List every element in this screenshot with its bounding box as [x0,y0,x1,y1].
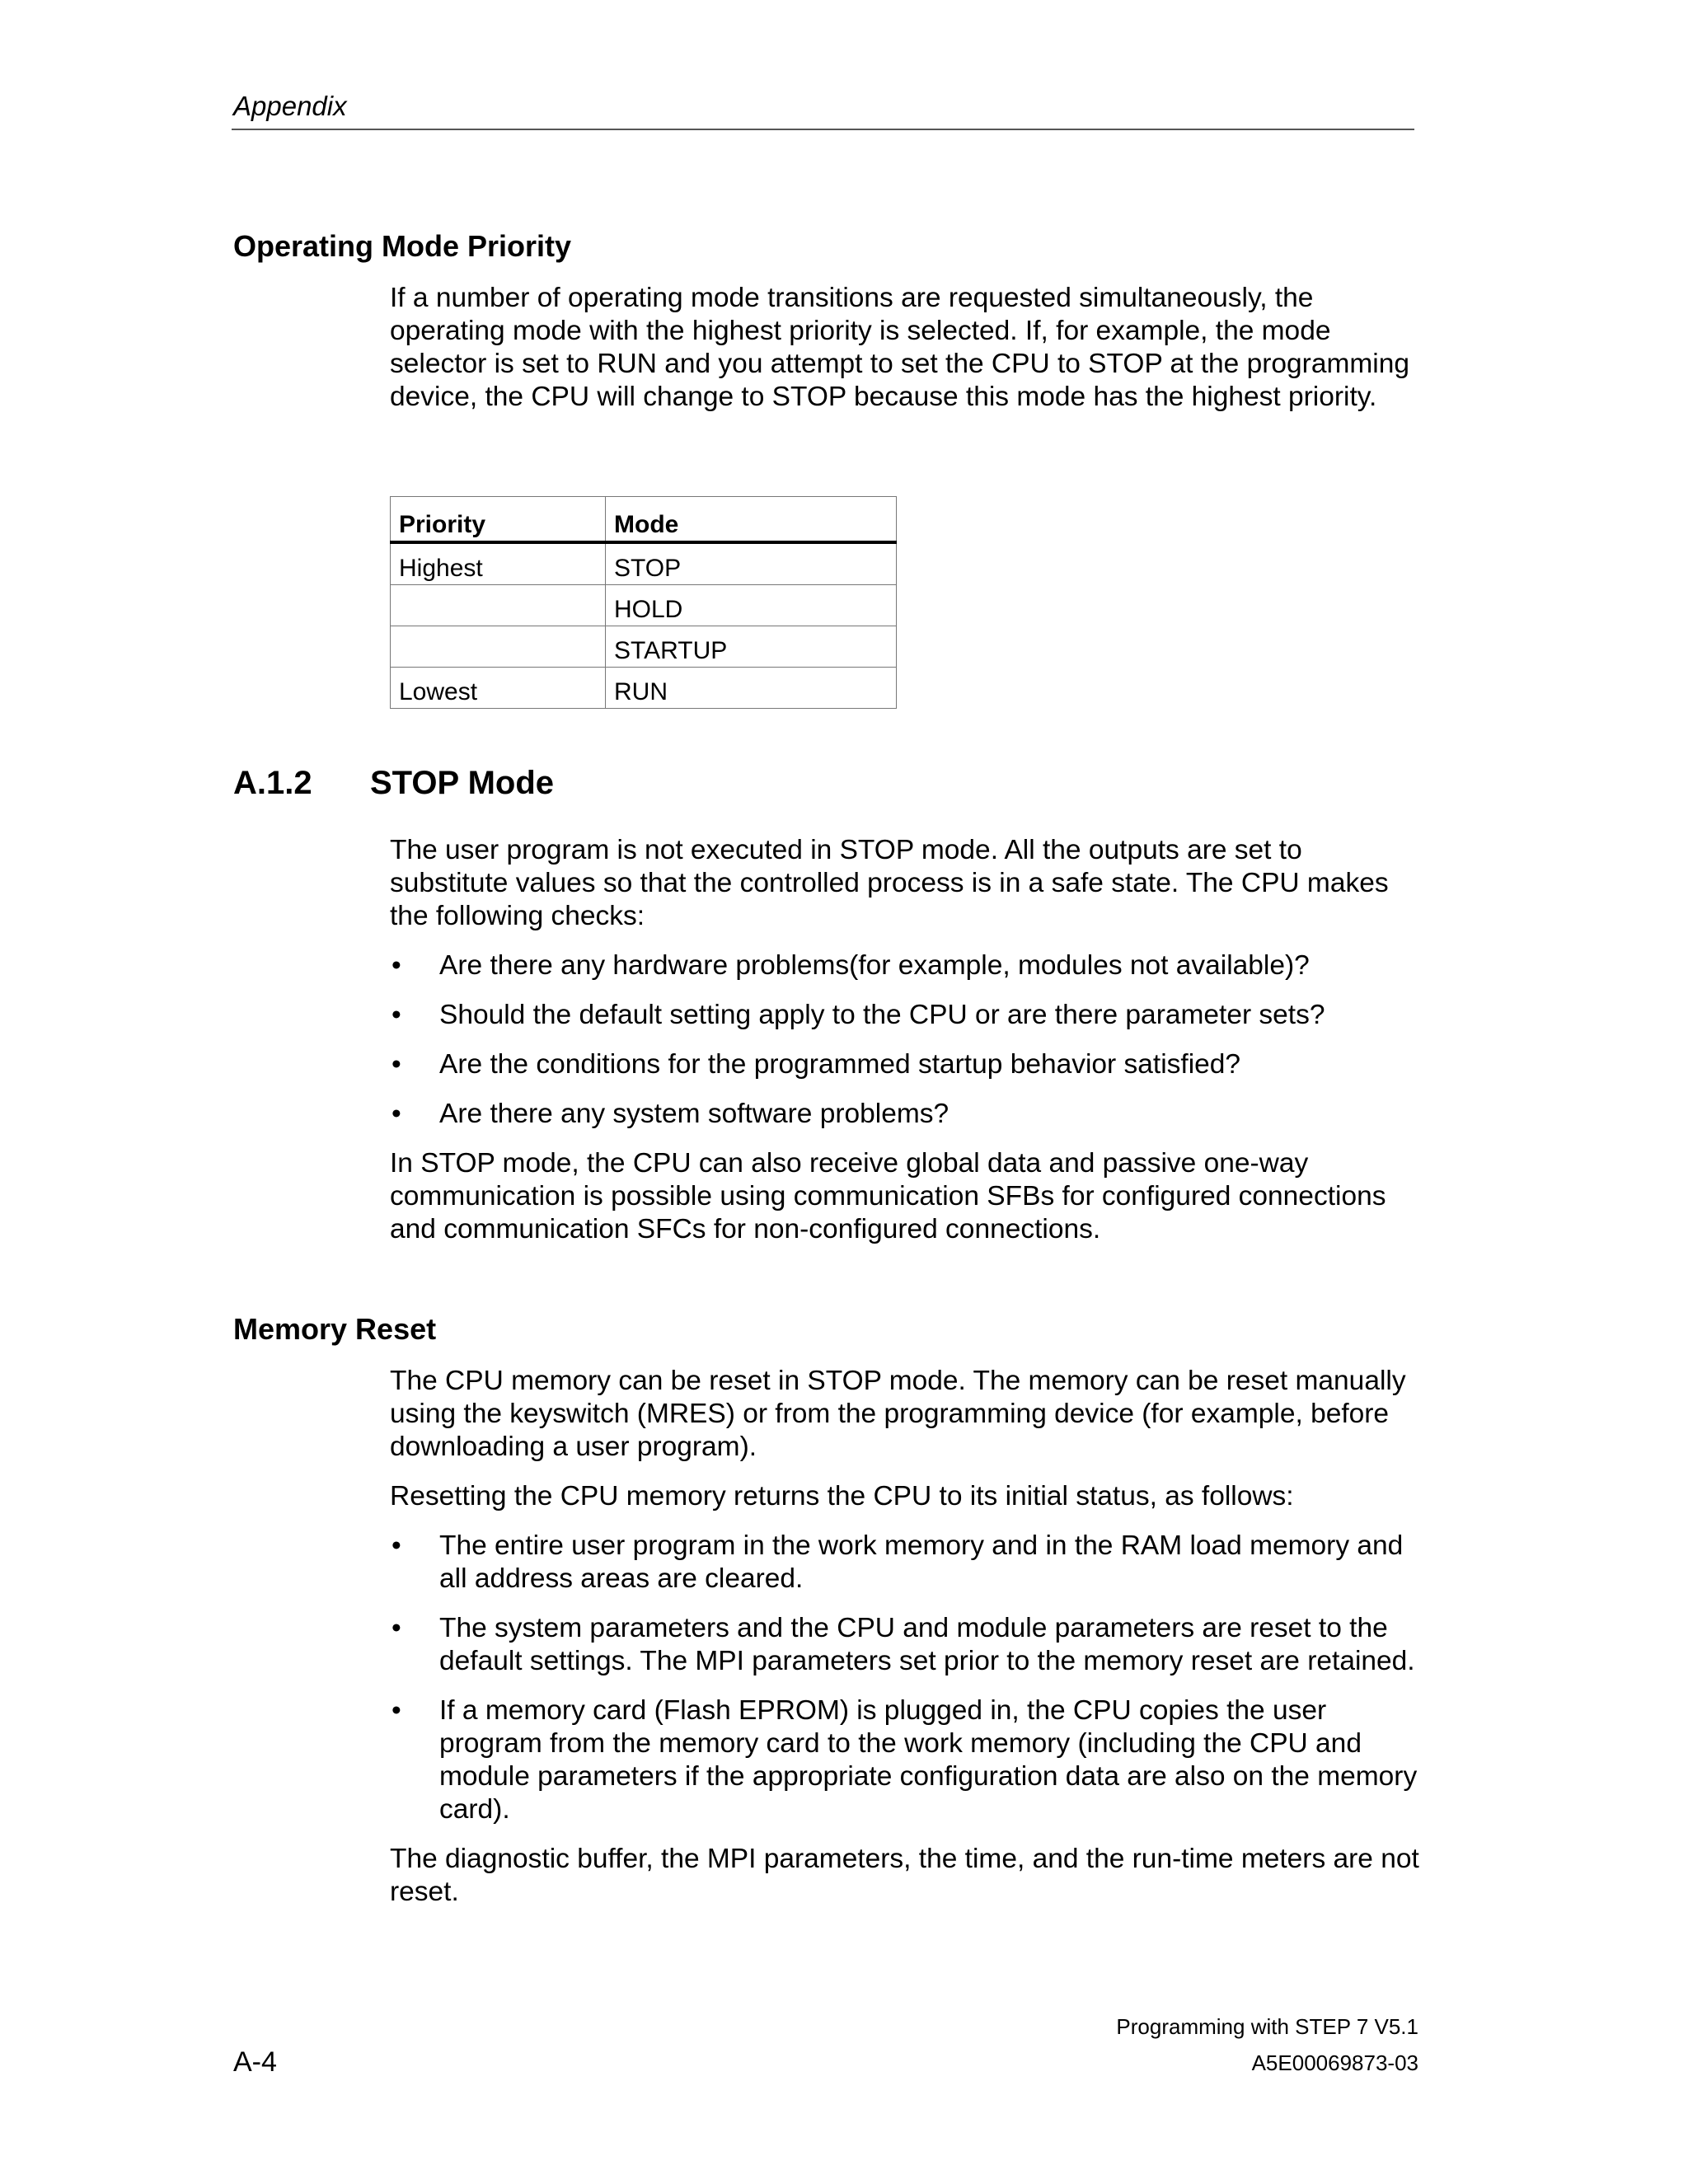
footer-page-number: A-4 [233,2046,277,2078]
stop-intro-paragraph: The user program is not executed in STOP mode. All the outputs are set to substitute values so that the controlled process is in a safe state. The CPU makes the following checks: [390,835,1389,931]
list-item-text: Are there any hardware problems(for example, modules not available)? [439,950,1310,981]
bullet-icon: • [392,1530,401,1561]
reset-items-list [390,1530,1420,1826]
footer-book-title: Programming with STEP 7 V5.1 [1116,2014,1418,2039]
table-cell-mode: RUN [606,668,897,709]
list-item-text: The entire user program in the work memory and in the RAM load memory and all address areas are cleared. [439,1530,1404,1594]
stop-checks-list [390,949,1420,1131]
table-row [391,542,897,585]
list-item-text: If a memory card (Flash EPROM) is plugged in, the CPU copies the user program from the memory card to the work memory (including the CPU and module parameters if the appropriate configuration data are also on the memory card). [439,1695,1418,1825]
list-item [390,949,1420,982]
list-item [390,1048,1420,1081]
bullet-icon: • [392,1695,401,1726]
table-cell-priority: Highest [391,542,606,585]
list-item [390,1098,1420,1131]
list-item-text: Are the conditions for the programmed startup behavior satisfied? [439,1049,1241,1080]
reset-paragraph-1: The CPU memory can be reset in STOP mode. The memory can be reset manually using the keyswitch (MRES) or from the programming device (for example, before downloading a user program). [390,1366,1406,1462]
table-cell-priority [391,585,606,626]
table-cell-mode: STARTUP [606,626,897,668]
stop-mode-body [390,834,1420,1263]
bullet-icon: • [392,1613,401,1643]
list-item [390,999,1420,1032]
table-cell-mode: HOLD [606,585,897,626]
list-item [390,1612,1420,1678]
priority-paragraph: If a number of operating mode transitions are requested simultaneously, the operating mode with the highest priority is selected. If, for example, the mode selector is set to RUN and you attempt to set the CPU to STOP at the programming device, the CPU will change to STOP because this mode has the highest priority. [390,283,1409,412]
memory-reset-body [390,1365,1420,1925]
section-number: A.1.2 [233,765,312,801]
table-row [391,626,897,668]
table-header-mode: Mode [606,497,897,543]
table-row [391,585,897,626]
table-row [391,668,897,709]
table-header-row [391,497,897,543]
list-item-text: The system parameters and the CPU and module parameters are reset to the default settings. The MPI parameters set prior to the memory reset are retained. [439,1613,1415,1676]
footer-doc-number: A5E00069873-03 [1251,2050,1418,2075]
heading-memory-reset: Memory Reset [233,1312,437,1346]
table-cell-mode: STOP [606,542,897,585]
bullet-icon: • [392,1000,401,1030]
bullet-icon: • [392,1099,401,1129]
table-cell-priority [391,626,606,668]
reset-paragraph-2: Resetting the CPU memory returns the CPU to its initial status, as follows: [390,1481,1294,1511]
reset-closing-paragraph: The diagnostic buffer, the MPI parameters, the time, and the run-time meters are not reset. [390,1844,1419,1907]
list-item-text: Are there any system software problems? [439,1099,950,1129]
bullet-icon: • [392,950,401,981]
running-header: Appendix [233,91,347,121]
list-item [390,1530,1420,1596]
section-title: STOP Mode [370,765,555,801]
table-cell-priority: Lowest [391,668,606,709]
priority-table [390,496,897,709]
list-item-text: Should the default setting apply to the CPU or are there parameter sets? [439,1000,1325,1030]
priority-paragraph-block [390,282,1420,430]
header-rule [232,129,1414,130]
section-heading-stop-mode [233,765,554,802]
table-header-priority: Priority [391,497,606,543]
heading-operating-mode-priority: Operating Mode Priority [233,229,572,263]
list-item [390,1694,1420,1826]
stop-closing-paragraph: In STOP mode, the CPU can also receive global data and passive one-way communication is possible using communication SFBs for configured connections and communication SFCs for non-configured connections. [390,1148,1386,1244]
bullet-icon: • [392,1049,401,1080]
